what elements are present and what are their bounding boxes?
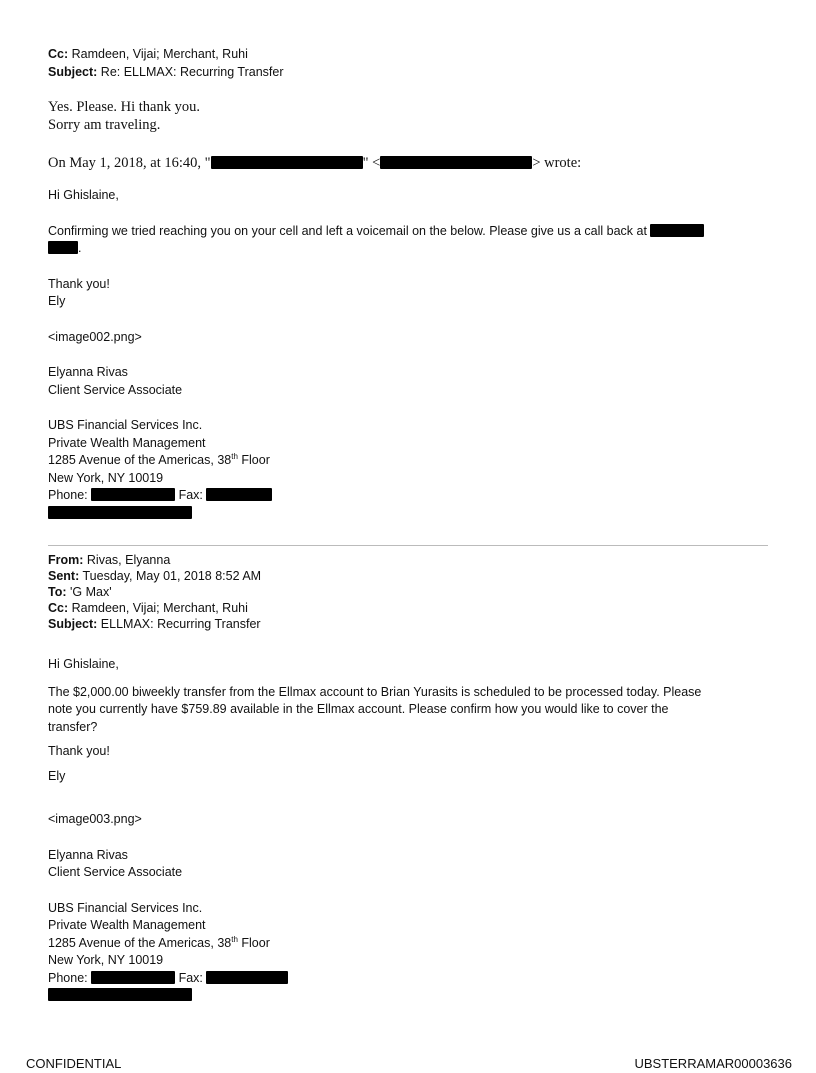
redaction-block — [48, 241, 78, 254]
footer-confidential: CONFIDENTIAL — [26, 1056, 122, 1071]
signature-name: Elyanna Rivas — [48, 847, 128, 862]
reply-body — [48, 98, 200, 134]
quote-mid: " < — [362, 155, 381, 171]
original-text-line-1: The $2,000.00 biweekly transfer from the Ellmax account to Brian Yurasits is scheduled to be processed today. Please — [48, 684, 702, 699]
redaction-block — [48, 506, 192, 519]
phone-label: Phone: — [48, 970, 88, 985]
subject-value: Re: ELLMAX: Recurring Transfer — [100, 64, 284, 79]
phone-label: Phone: — [48, 488, 88, 502]
original-thanks: Thank you! — [48, 744, 110, 758]
reply-line-2: Sorry am traveling. — [48, 117, 161, 133]
quoted-signoff: Ely — [48, 294, 66, 308]
address-post: Floor — [237, 935, 270, 950]
footer-bates-number: UBSTERRAMAR00003636 — [634, 1056, 792, 1071]
quoted-text — [48, 223, 770, 258]
subject-label: Subject: — [48, 617, 98, 631]
signature-company: UBS Financial Services Inc. — [48, 900, 203, 915]
quoted-greeting: Hi Ghislaine, — [48, 188, 119, 202]
original-signoff: Ely — [48, 768, 66, 783]
redaction-block — [206, 488, 272, 501]
subject-value: ELLMAX: Recurring Transfer — [100, 617, 261, 631]
signature-division: Private Wealth Management — [48, 918, 206, 932]
from-label: From: — [48, 553, 84, 567]
message-separator — [48, 545, 768, 546]
subject-label: Subject: — [48, 64, 98, 79]
signature-company: UBS Financial Services Inc. — [48, 418, 203, 432]
quoted-text-main: Confirming we tried reaching you on your cell and left a voicemail on the below. Please give us a call back at — [48, 223, 647, 238]
address-pre: 1285 Avenue of the Americas, 38 — [48, 453, 232, 467]
sent-value: Tuesday, May 01, 2018 8:52 AM — [82, 569, 262, 583]
reply-header — [48, 46, 770, 81]
quoted-message — [48, 187, 770, 522]
from-value: Rivas, Elyanna — [86, 553, 171, 567]
signature-city: New York, NY 10019 — [48, 953, 164, 967]
reply-line-1: Yes. Please. Hi thank you. — [48, 99, 200, 115]
signature-title: Client Service Associate — [48, 865, 183, 879]
fax-label: Fax: — [178, 488, 203, 502]
sent-label: Sent: — [48, 569, 80, 583]
quote-prefix: On May 1, 2018, at 16:40, " — [48, 155, 211, 171]
fax-label: Fax: — [178, 970, 203, 985]
quoted-text-end: . — [78, 241, 82, 255]
quote-suffix: > wrote: — [532, 155, 582, 171]
redaction-block — [211, 156, 363, 169]
original-text-line-2: note you currently have $759.89 available in the Ellmax account. Please confirm how you would like to cover the — [48, 702, 669, 716]
original-header — [48, 552, 770, 632]
original-greeting: Hi Ghislaine, — [48, 657, 119, 671]
redaction-block — [91, 488, 175, 501]
redaction-block — [91, 971, 175, 984]
quoted-image-placeholder: <image002.png> — [48, 329, 142, 344]
original-text — [48, 684, 770, 737]
address-pre: 1285 Avenue of the Americas, 38 — [48, 935, 232, 950]
to-value: 'G Max' — [70, 585, 112, 599]
quote-attribution — [48, 154, 581, 172]
redaction-block — [650, 224, 704, 237]
original-image-placeholder: <image003.png> — [48, 812, 142, 826]
signature-address — [48, 452, 770, 470]
address-sup: th — [231, 934, 238, 944]
address-post: Floor — [237, 453, 270, 467]
cc-label: Cc: — [48, 47, 69, 61]
signature-phone-fax — [48, 487, 770, 505]
redaction-block — [206, 971, 288, 984]
email-document — [48, 46, 770, 81]
redaction-block — [48, 988, 192, 1001]
original-text-line-3: transfer? — [48, 719, 98, 734]
to-label: To: — [48, 585, 67, 599]
signature-phone-fax — [48, 970, 770, 988]
signature-email — [48, 505, 770, 523]
address-sup: th — [231, 451, 238, 461]
redaction-block — [380, 156, 532, 169]
signature-block-1 — [48, 364, 770, 522]
signature-division: Private Wealth Management — [48, 435, 206, 450]
cc-value: Ramdeen, Vijai; Merchant, Ruhi — [71, 47, 248, 61]
signature-block-2 — [48, 847, 770, 1005]
original-body — [48, 656, 770, 1005]
cc-label: Cc: — [48, 601, 69, 615]
quoted-thanks: Thank you! — [48, 276, 110, 291]
cc-value: Ramdeen, Vijai; Merchant, Ruhi — [71, 601, 248, 615]
signature-name: Elyanna Rivas — [48, 365, 128, 379]
signature-email — [48, 987, 770, 1005]
signature-city: New York, NY 10019 — [48, 470, 164, 485]
signature-title: Client Service Associate — [48, 382, 183, 397]
signature-address — [48, 935, 770, 953]
